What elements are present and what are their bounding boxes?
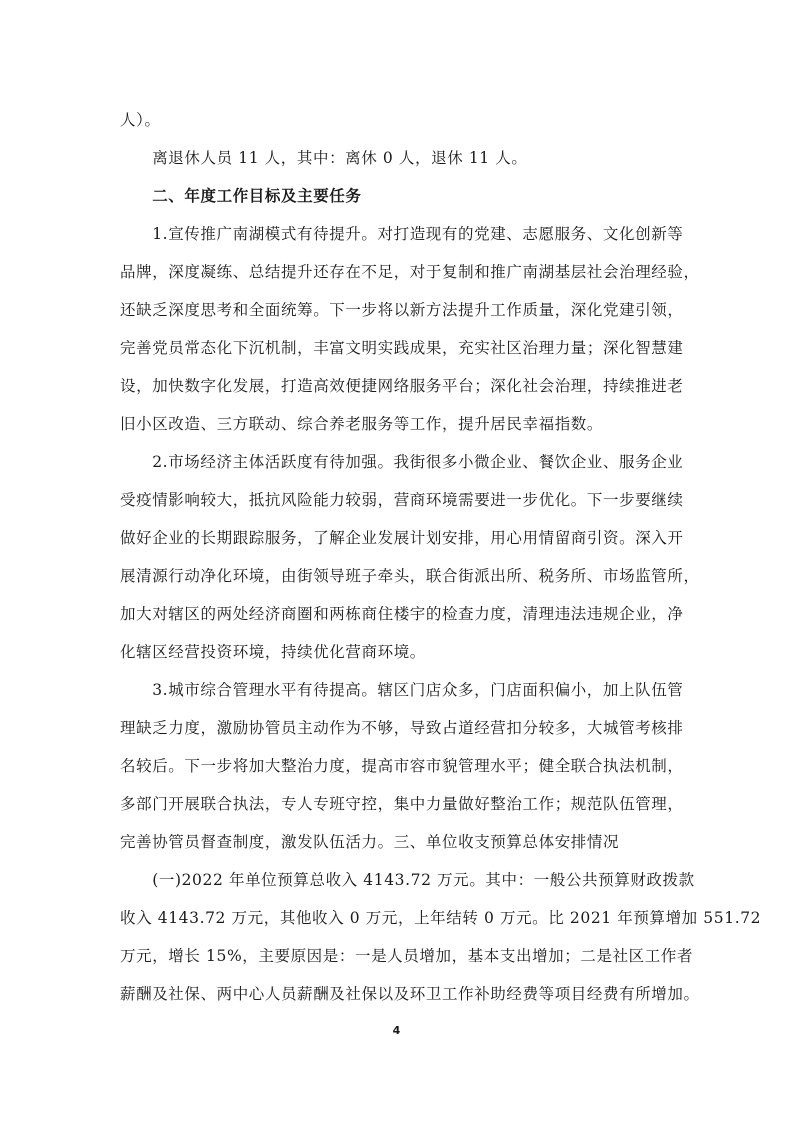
text-line: 展清源行动净化环境，由街领导班子牵头，联合街派出所、税务所、市场监管所， <box>120 567 700 585</box>
text-line: 离退休人员 11 人，其中：离休 0 人，退休 11 人。 <box>120 149 528 167</box>
text-line: 完善协管员督查制度，激发队伍活力。三、单位收支预算总体安排情况 <box>120 833 620 851</box>
text-line: 加大对辖区的两处经济商圈和两栋商住楼宇的检查力度，清理违法违规企业，净 <box>120 605 684 623</box>
page-number: 4 <box>392 1024 401 1037</box>
text-line: 1.宣传推广南湖模式有待提升。对打造现有的党建、志愿服务、文化创新等 <box>120 225 684 243</box>
text-line: 薪酬及社保、两中心人员薪酬及社保以及环卫工作补助经费等项目经费有所增加。 <box>120 985 700 1003</box>
text-line: 旧小区改造、三方联动、综合养老服务等工作，提升居民幸福指数。 <box>120 415 604 433</box>
text-line: 设，加快数字化发展，打造高效便捷网络服务平台；深化社会治理，持续推进老 <box>120 377 684 395</box>
text-line: 品牌，深度凝练、总结提升还存在不足，对于复制和推广南湖基层社会治理经验， <box>120 263 700 281</box>
text-line: 多部门开展联合执法，专人专班守控，集中力量做好整治工作；规范队伍管理， <box>120 795 684 813</box>
text-line: 受疫情影响较大，抵抗风险能力较弱，营商环境需要进一步优化。下一步要继续 <box>120 491 684 509</box>
text-line: 化辖区经营投资环境，持续优化营商环境。 <box>120 643 426 661</box>
text-line: 人）。 <box>120 111 161 129</box>
text-line: 还缺乏深度思考和全面统筹。下一步将以新方法提升工作质量，深化党建引领， <box>120 301 684 319</box>
text-line: 2.市场经济主体活跃度有待加强。我街很多小微企业、餐饮企业、服务企业 <box>120 453 684 471</box>
text-line: 理缺乏力度，激励协管员主动作为不够，导致占道经营扣分较多，大城管考核排 <box>120 719 684 737</box>
text-line: 收入 4143.72 万元，其他收入 0 万元，上年结转 0 万元。比 2021 年预算增加 551.72 <box>120 909 762 927</box>
text-line: 完善党员常态化下沉机制，丰富文明实践成果，充实社区治理力量；深化智慧建 <box>120 339 684 357</box>
text-line: (一)2022 年单位预算总收入 4143.72 万元。其中：一般公共预算财政拨款 <box>120 871 695 889</box>
section-heading: 二、年度工作目标及主要任务 <box>120 187 362 205</box>
text-line: 3.城市综合管理水平有待提高。辖区门店众多，门店面积偏小，加上队伍管 <box>120 681 684 699</box>
text-line: 名较后。下一步将加大整治力度，提高市容市貌管理水平；健全联合执法机制， <box>120 757 684 775</box>
text-line: 做好企业的长期跟踪服务，了解企业发展计划安排，用心用情留商引资。深入开 <box>120 529 684 547</box>
text-line: 万元，增长 15%，主要原因是：一是人员增加，基本支出增加；二是社区工作者 <box>120 947 694 965</box>
